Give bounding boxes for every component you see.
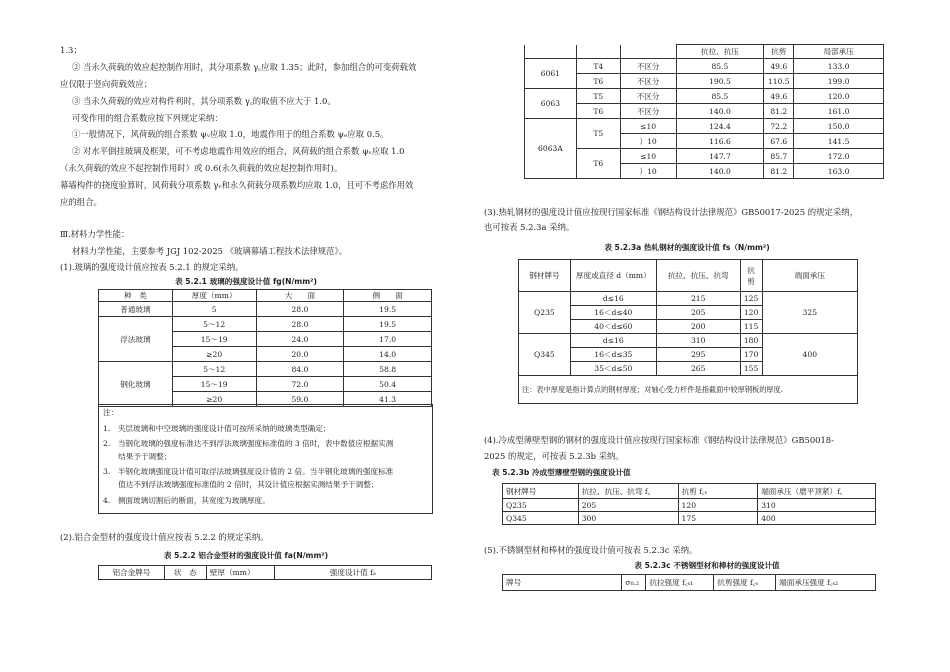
cell: 205 — [578, 499, 678, 512]
cell: 265 — [656, 362, 740, 376]
th: 抗剪 — [764, 45, 794, 59]
cell: 110.5 — [764, 74, 794, 89]
cell: 85.7 — [764, 149, 794, 164]
cell: 141.5 — [794, 134, 884, 149]
th: σ₀.₂ — [622, 575, 646, 591]
cell: 120 — [678, 499, 758, 512]
note-line: 3. 半钢化玻璃强度设计值可取浮法玻璃强度设计值的 2 倍。当半钢化玻璃的强度标准 — [103, 467, 394, 476]
aluminum-table-header — [98, 565, 432, 580]
cell: 14.0 — [344, 347, 432, 362]
cell: 120 — [740, 306, 762, 320]
cell: 72.0 — [256, 377, 344, 392]
text-line: (1).玻璃的强度设计值应按表 5.2.1 的规定采纳。 — [60, 262, 244, 272]
cell: 49.6 — [764, 89, 794, 104]
cell: 205 — [656, 306, 740, 320]
th: 抗剪 f꜀ᵥ — [678, 484, 758, 499]
cell: 115 — [740, 320, 762, 334]
cell: 58.8 — [344, 362, 432, 377]
cell: 295 — [656, 348, 740, 362]
cell: 199.0 — [794, 74, 884, 89]
table-caption: 表 5.2.3a 热轧钢材的强度设计值 fs（N/mm²) — [604, 243, 770, 252]
cell: 16＜d≤35 — [570, 348, 656, 362]
note-line: 4. 侧面玻璃切割后的断面，其宽度为玻璃厚度。 — [103, 496, 270, 505]
cell: 24.0 — [256, 332, 344, 347]
cell: 172.0 — [794, 149, 884, 164]
th: 钢材牌号 — [503, 484, 579, 499]
th — [576, 45, 620, 59]
cell: 85.5 — [676, 59, 764, 74]
note-line: 1. 夹层玻璃和中空玻璃的强度设计值可按所采纳的玻璃类型确定； — [103, 424, 331, 433]
cell: ≥20 — [172, 347, 256, 362]
cell: 6063A — [525, 119, 577, 179]
th: 抗拉、抗压、抗弯 f꜀ — [578, 484, 678, 499]
cell: 161.0 — [794, 104, 884, 119]
note-line: 注： — [103, 408, 119, 417]
cell: ）10 — [620, 134, 676, 149]
table-caption: 表 5.2.3c 不锈钢型材和棒材的强度设计值 — [634, 561, 780, 570]
cell: 125 — [740, 292, 762, 306]
cell: 147.7 — [676, 149, 764, 164]
cell: 150.0 — [794, 119, 884, 134]
cell: 35＜d≤50 — [570, 362, 656, 376]
th: 局部承压 — [794, 45, 884, 59]
cell: 不区分 — [620, 89, 676, 104]
cell: 310 — [656, 334, 740, 348]
th: 大 面 — [256, 290, 344, 302]
cell: 不区分 — [620, 59, 676, 74]
cell: 15～19 — [172, 332, 256, 347]
text-line: 应仅限于竖向荷载效应； — [60, 79, 153, 89]
cell: 84.0 — [256, 362, 344, 377]
cell: 28.0 — [256, 302, 344, 317]
cell: 40＜d≤60 — [570, 320, 656, 334]
th: 抗 剪 — [740, 260, 762, 292]
cell: 浮法玻璃 — [99, 317, 173, 362]
cell: 72.2 — [764, 119, 794, 134]
cell: Q235 — [503, 499, 579, 512]
cell: d≤16 — [570, 334, 656, 348]
cell: 140.0 — [676, 164, 764, 179]
cell: T6 — [576, 149, 620, 179]
text-line: ② 对水平倒挂玻璃及框架，可不考虑地震作用效应的组合，风荷载的组合系数 ψᵥ应取 1.0 — [72, 146, 405, 156]
text-line: 1.3； — [60, 45, 82, 55]
cell: 6063 — [525, 89, 577, 119]
cell: 5～12 — [172, 362, 256, 377]
text-line: 材料力学性能，主要参考 JGJ 102-2025 《玻璃幕墙工程技术法律规范》。 — [72, 246, 348, 256]
cell: T6 — [576, 104, 620, 119]
stainless-steel-table — [502, 574, 876, 591]
cell: 19.5 — [344, 302, 432, 317]
cell: 215 — [656, 292, 740, 306]
th: 状 态 — [164, 566, 206, 580]
cell: 15～19 — [172, 377, 256, 392]
cell: 175 — [678, 512, 758, 525]
cell: 400 — [762, 334, 857, 376]
cell: 300 — [578, 512, 678, 525]
cell: 67.6 — [764, 134, 794, 149]
text-line: （永久荷载的效应不起控制作用时）或 0.6(永久荷载的效应起控制作用时)。 — [60, 163, 343, 173]
th: 强度设计值 fₐ — [274, 566, 431, 580]
cell: 81.2 — [764, 104, 794, 119]
table-caption: 表 5.2.2 铝合金型材的强度设计值 fa(N/mm²) — [163, 551, 329, 560]
text-line: ③ 当永久荷载的效应对构件利时，其分项系数 γ꜀的取值不应大于 1.0。 — [72, 96, 336, 106]
cell: 钢化玻璃 — [99, 362, 173, 407]
cell: T5 — [576, 119, 620, 149]
cell: Q235 — [519, 292, 571, 334]
th: 壁厚（mm） — [206, 566, 274, 580]
th: 钢材牌号 — [519, 260, 571, 292]
aluminum-strength-table — [524, 44, 884, 179]
text-line: (5).不锈钢型材和棒材的强度设计值可按表 5.2.3c 采纳。 — [484, 545, 698, 555]
th: 端面承压（磨平顶紧）f꜀ — [758, 484, 876, 499]
text-line: 也可按表 5.2.3a 采纳。 — [484, 222, 575, 232]
cell: 400 — [758, 512, 876, 525]
cell: T6 — [576, 74, 620, 89]
cell: 5～12 — [172, 317, 256, 332]
cell: 不区分 — [620, 104, 676, 119]
text-line: 可变作用的组合系数应按下列规定采纳： — [72, 113, 223, 123]
cell: 不区分 — [620, 74, 676, 89]
cell: 5 — [172, 302, 256, 317]
note-line: 结果予于调整； — [103, 452, 172, 461]
th: 抗拉、抗压 — [676, 45, 764, 59]
cell: 81.2 — [764, 164, 794, 179]
table-caption: 表 5.2.1 玻璃的强度设计值 fg(N/mm²) — [175, 277, 317, 286]
cell: 170 — [740, 348, 762, 362]
cell: 19.5 — [344, 317, 432, 332]
th: 端面承压 — [762, 260, 857, 292]
cell: 49.6 — [764, 59, 794, 74]
th — [620, 45, 676, 59]
cell: 16＜d≤40 — [570, 306, 656, 320]
cell: 140.0 — [676, 104, 764, 119]
cell: 59.0 — [256, 392, 344, 407]
cell: Q345 — [503, 512, 579, 525]
cell: ≥20 — [172, 392, 256, 407]
th: 种 类 — [99, 290, 173, 302]
cell: 85.5 — [676, 89, 764, 104]
cell: 325 — [762, 292, 857, 334]
text-line: (4).冷成型薄壁型钢的钢材的强度设计值应按现行国家标准《钢结构设计法律规范》GB50018- — [484, 435, 834, 445]
cell: 28.0 — [256, 317, 344, 332]
th: 铝合金牌号 — [99, 566, 165, 580]
hot-rolled-steel-table — [518, 259, 858, 404]
cell: Q345 — [519, 334, 571, 376]
table-notes — [98, 404, 433, 514]
text-line: (2).铝合金型材的强度设计值应按表 5.2.2 的规定采纳。 — [60, 532, 269, 542]
note-line: 值达不到浮法玻璃强度标准值的 2 倍时，其设计值应根据实测结果予于调整； — [103, 480, 379, 489]
cold-formed-steel-table — [502, 483, 876, 525]
cell: 200 — [656, 320, 740, 334]
cell: 124.4 — [676, 119, 764, 134]
cell: 41.3 — [344, 392, 432, 407]
text-line: 2025 的规定，可按表 5.2.3b 采纳。 — [484, 451, 624, 461]
note-line: 2. 当钢化玻璃的强度标准达不到浮法玻璃强度标准值的 3 倍时，表中数值应根据实测 — [103, 439, 394, 448]
cell: ≤10 — [620, 149, 676, 164]
cell: 普通玻璃 — [99, 302, 173, 317]
th: 抗拉强度 f꜀ₛ₁ — [646, 575, 714, 591]
cell: 133.0 — [794, 59, 884, 74]
cell: 155 — [740, 362, 762, 376]
text-line: 应的组合。 — [60, 197, 102, 207]
cell: 163.0 — [794, 164, 884, 179]
text-line: ①一般情况下，风荷载的组合系数 ψᵥ应取 1.0，地震作用于的组合系数 ψₑ应取 0.5。 — [72, 129, 389, 139]
text-line: 幕墙构件的挠度验算时，风荷载分项系数 γᵥ和永久荷载分项系数均应取 1.0，且可不考虑作用效 — [60, 180, 414, 190]
cell: ）10 — [620, 164, 676, 179]
th — [525, 45, 577, 59]
cell: T4 — [576, 59, 620, 74]
cell: d≤16 — [570, 292, 656, 306]
th: 抗拉、抗压、抗弯 — [656, 260, 740, 292]
cell: 310 — [758, 499, 876, 512]
cell: ≤10 — [620, 119, 676, 134]
th: 抗剪强度 f꜀ₛ — [714, 575, 776, 591]
cell: 180 — [740, 334, 762, 348]
cell: 20.0 — [256, 347, 344, 362]
th: 厚度（mm） — [172, 290, 256, 302]
section-heading: Ⅲ.材料力学性能： — [60, 229, 130, 239]
th: 厚度或直径 d（mm） — [570, 260, 656, 292]
th: 牌号 — [503, 575, 622, 591]
th: 端面承压强度 f꜀ₛ₂ — [776, 575, 876, 591]
table-caption: 表 5.2.3b 冷成型薄壁型钢的强度设计值 — [492, 468, 631, 477]
cell: 116.6 — [676, 134, 764, 149]
table-note: 注：表中厚度是指计算点的钢材厚度；对轴心受力杆件是指截面中较厚钢板的厚度. — [519, 376, 858, 404]
cell: 6061 — [525, 59, 577, 89]
text-line: ② 当永久荷载的效应起控制作用时，其分项系数 γ꜀应取 1.35；此时，参加组合的可变荷载效 — [72, 62, 417, 72]
cell: 50.4 — [344, 377, 432, 392]
cell: 120.0 — [794, 89, 884, 104]
cell: 17.0 — [344, 332, 432, 347]
cell: T5 — [576, 89, 620, 104]
cell: 190.5 — [676, 74, 764, 89]
th: 侧 面 — [344, 290, 432, 302]
text-line: (3).热轧钢材的强度设计值应按现行国家标准《钢结构设计法律规范》GB50017-2025 的规定采纳， — [484, 207, 858, 217]
glass-strength-table — [98, 289, 432, 407]
